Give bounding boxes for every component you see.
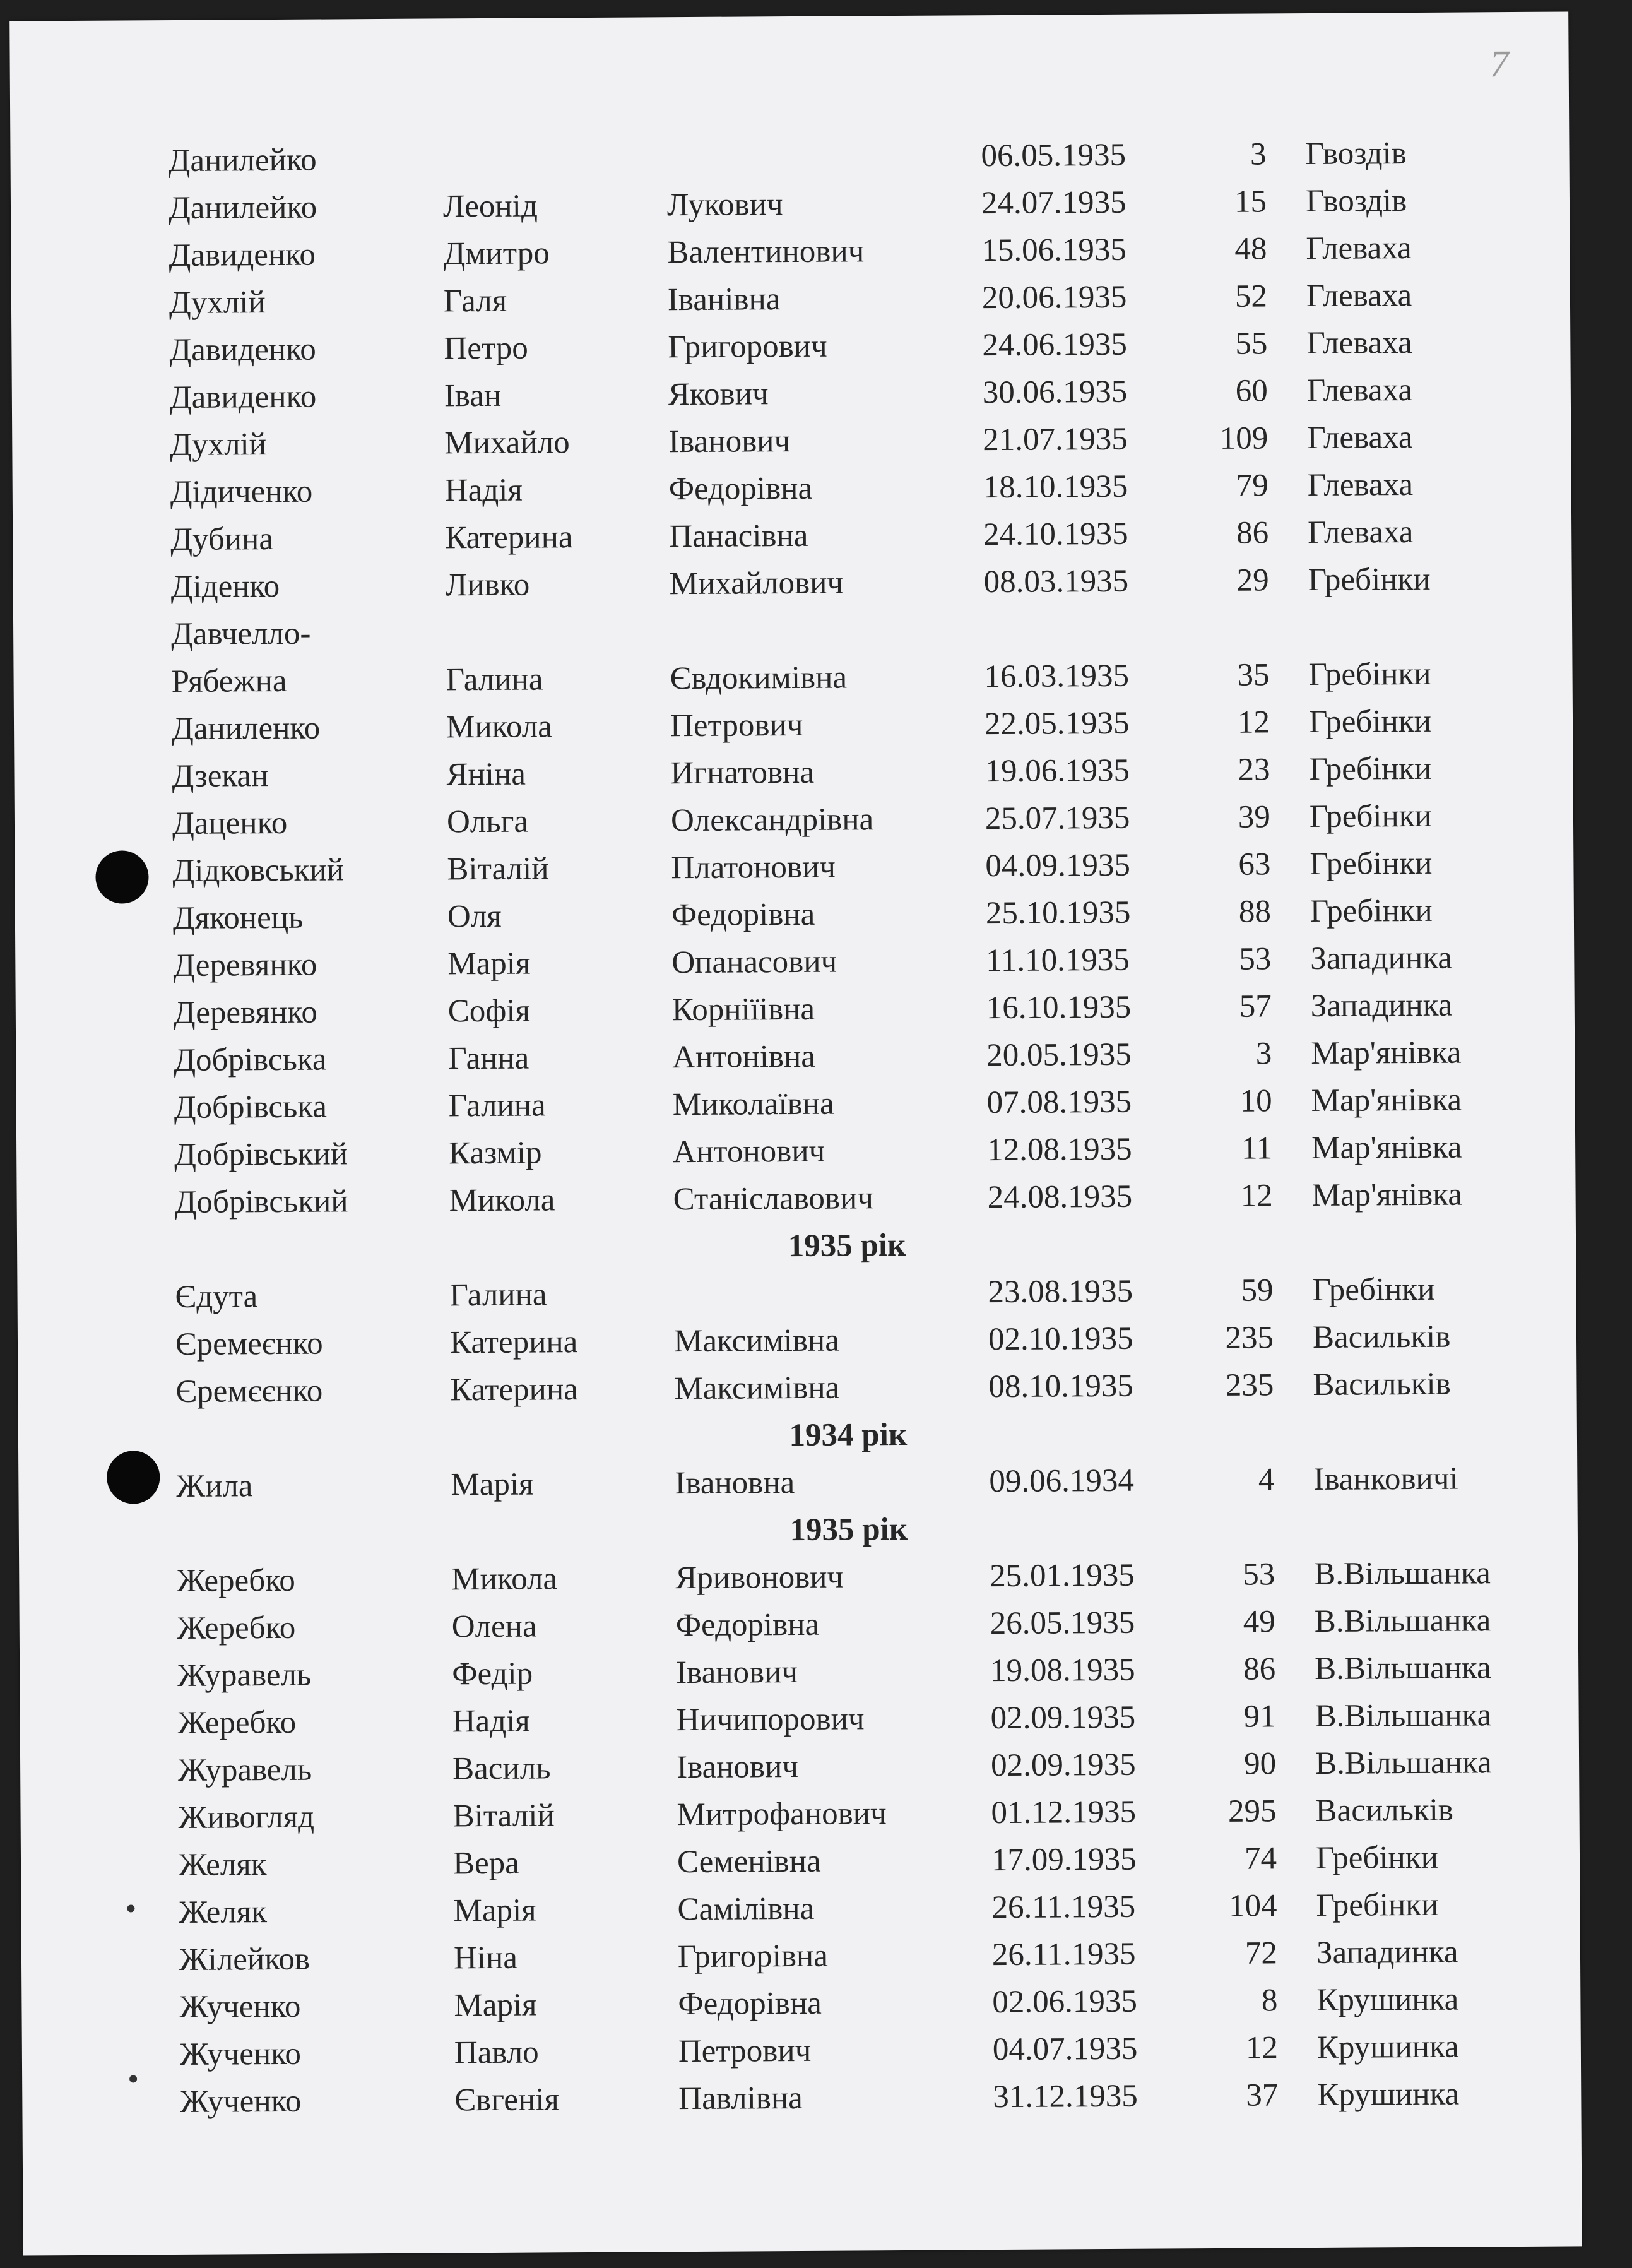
record-place: Іванковичі [1313,1461,1458,1497]
record-surname: Добрівська [174,1042,327,1079]
record-patronymic: Максимівна [674,1370,840,1407]
record-surname: Деревянко [173,947,317,984]
record-surname: Даценко [172,805,288,842]
record-surname: Добрівський [174,1136,348,1173]
record-surname: Давиденко [169,379,317,416]
record-surname: Єдута [175,1279,258,1315]
record-number: 90 [1243,1746,1277,1782]
record-number: 53 [1239,941,1272,977]
record-patronymic: Федорівна [668,470,813,508]
record-date: 01.12.1935 [991,1794,1137,1831]
record-surname: Духлій [170,427,267,463]
record-patronymic: Корніїівна [671,991,815,1028]
record-date: 24.06.1935 [982,326,1128,364]
record-surname: Давиденко [169,237,316,274]
record-date: 26.11.1935 [991,1936,1136,1973]
record-first-name: Галина [448,1088,546,1124]
record-surname: Дубина [170,521,274,558]
record-place: В.Вільшанка [1314,1603,1491,1639]
record-patronymic: Валентинович [667,234,865,271]
record-first-name: Вера [452,1845,520,1882]
record-patronymic: Григорівна [677,1938,829,1975]
record-surname: Духлій [169,285,266,321]
record-patronymic: Якович [668,376,769,413]
record-place: Крушинка [1316,2029,1459,2065]
record-patronymic: Митрофанович [677,1796,887,1833]
record-date: 17.09.1935 [991,1841,1137,1879]
record-place: Западинка [1310,940,1453,977]
record-date: 23.08.1935 [988,1273,1133,1310]
record-number: 104 [1228,1888,1277,1924]
record-surname: Діденко [170,568,280,605]
record-patronymic: Іванович [676,1748,799,1786]
record-date: 08.10.1935 [988,1368,1134,1405]
record-patronymic: Самілівна [677,1891,815,1928]
record-place: Крушинка [1317,2076,1460,2113]
record-date: 21.07.1935 [983,421,1128,458]
record-first-name: Федір [452,1656,533,1692]
record-first-name: Ганна [448,1040,529,1077]
record-place: В.Вільшанка [1314,1555,1491,1592]
year-heading-label: 1934 рік [789,1416,908,1454]
record-patronymic: Євдокимівна [670,660,848,697]
paper-speck [129,2075,137,2082]
record-first-name: Катерина [449,1324,578,1361]
record-number: 29 [1236,562,1269,598]
record-first-name: Ливко [445,567,530,603]
record-first-name: Микола [446,709,552,745]
record-number: 86 [1236,515,1269,551]
record-number: 86 [1243,1651,1276,1687]
record-patronymic: Семенівна [677,1843,821,1880]
record-date: 16.10.1935 [986,989,1132,1026]
record-date: 20.06.1935 [981,279,1127,316]
record-surname: Даниленко [171,710,321,747]
record-patronymic: Максимівна [673,1322,840,1360]
record-date: 26.05.1935 [990,1605,1135,1642]
record-first-name: Катерина [445,520,573,556]
record-number: 23 [1238,752,1270,788]
record-number: 12 [1245,2030,1279,2066]
record-surname: Жеребко [177,1562,295,1600]
record-place: Глеваха [1307,420,1413,456]
record-row [22,2070,1581,2127]
page-number: 7 [1489,43,1509,85]
record-surname: Журавель [177,1657,312,1694]
record-first-name: Ніна [453,1940,518,1976]
record-date: 25.07.1935 [985,800,1130,837]
record-number: 91 [1243,1699,1276,1735]
record-patronymic: Федорівна [675,1606,820,1644]
record-number: 3 [1255,1036,1272,1072]
record-first-name: Павло [454,2034,539,2071]
record-surname: Деревянко [173,994,318,1031]
record-surname: Добрівський [174,1184,348,1221]
record-first-name: Леонід [442,188,538,225]
record-place: Гребінки [1308,656,1431,693]
record-patronymic: Олександрівна [670,802,874,839]
record-place: Мар'янівка [1311,1082,1462,1119]
record-place: Мар'янівка [1311,1177,1463,1214]
record-surname: Желяк [179,1894,268,1930]
record-first-name: Надія [452,1703,530,1740]
record-surname: Данилейко [168,142,317,179]
records-list [10,129,1581,2127]
record-first-name: Василь [452,1750,551,1787]
record-date: 20.05.1935 [986,1036,1132,1074]
record-date: 09.06.1934 [989,1463,1135,1500]
record-surname: Дідковський [172,852,345,889]
record-first-name: Галя [443,283,507,319]
record-date: 22.05.1935 [984,705,1130,742]
record-patronymic: Антонович [673,1133,825,1170]
record-place: Гвоздів [1305,136,1407,172]
record-patronymic: Іванівна [667,282,781,318]
record-surname: Дзекан [172,758,269,795]
record-number: 12 [1240,1178,1273,1214]
record-patronymic: Лукович [666,187,783,223]
record-date: 26.11.1935 [991,1889,1136,1926]
record-place: Глеваха [1306,278,1412,314]
record-date: 11.10.1935 [986,942,1130,979]
record-first-name: Віталій [447,851,549,888]
record-surname: Жученко [180,2083,302,2120]
record-surname: Данилейко [168,189,317,227]
record-surname: Жеребко [177,1610,296,1647]
record-first-name: Євгенія [454,2082,560,2118]
record-date: 25.01.1935 [990,1557,1135,1594]
record-place: Глеваха [1306,325,1412,362]
record-number: 79 [1236,468,1268,504]
record-date: 24.08.1935 [987,1179,1133,1216]
record-number: 49 [1243,1604,1275,1640]
record-date: 30.06.1935 [982,374,1128,411]
record-surname: Давиденко [169,331,316,369]
record-date: 24.10.1935 [983,516,1128,553]
record-patronymic: Петрович [670,707,803,744]
punch-hole-top [95,850,149,904]
record-number: 8 [1261,1983,1278,2019]
record-surname: Жілейков [179,1941,310,1978]
record-surname: Дідиченко [170,473,313,511]
record-place: Гребінки [1308,561,1431,598]
record-first-name: Казмір [449,1135,542,1172]
record-date: 02.06.1935 [992,1983,1138,2021]
record-surname: Дяконець [172,899,304,937]
record-patronymic: Григорович [668,328,827,365]
record-number: 15 [1234,184,1267,220]
record-number: 109 [1219,420,1268,456]
record-first-name: Оля [447,898,502,935]
record-place: Мар'янівка [1311,1129,1462,1167]
record-number: 59 [1241,1273,1274,1309]
record-number: 74 [1244,1841,1277,1877]
record-first-name: Марія [453,1892,536,1929]
record-surname: Жила [176,1468,253,1505]
record-number: 35 [1237,657,1270,693]
record-patronymic: Станіславович [673,1180,874,1218]
record-date: 19.08.1935 [990,1652,1135,1689]
record-surname: Добрівська [174,1089,328,1126]
record-patronymic: Платонович [671,849,836,886]
record-patronymic: Івановна [675,1465,795,1502]
record-patronymic: Ничипорович [676,1701,865,1738]
record-surname: Єремеєнко [175,1326,323,1363]
record-number: 53 [1243,1557,1275,1593]
record-first-name: Михайло [444,425,570,461]
record-date: 06.05.1935 [981,137,1126,174]
record-date: 02.09.1935 [990,1747,1136,1784]
record-place: Крушинка [1316,1981,1459,2018]
record-patronymic: Миколаївна [672,1086,834,1123]
record-first-name: Марія [451,1466,534,1503]
record-surname: Рябежна [171,663,287,700]
record-place: Глеваха [1307,467,1414,504]
record-number: 235 [1225,1320,1274,1356]
record-date: 02.10.1935 [988,1321,1133,1358]
record-date: 02.09.1935 [990,1699,1136,1737]
record-patronymic: Іванович [676,1654,798,1691]
record-surname: Желяк [178,1847,267,1883]
record-place: Гребінки [1315,1839,1439,1876]
record-place: Гребінки [1310,893,1433,930]
record-place: Гвоздів [1305,183,1407,220]
record-number: 4 [1258,1462,1275,1498]
record-number: 48 [1234,231,1267,267]
record-first-name: Микола [449,1182,555,1219]
record-surname: Жеребко [177,1704,297,1741]
record-place: Западинка [1316,1934,1458,1971]
record-patronymic: Петрович [678,2033,812,2070]
document-page [9,11,1582,2255]
record-surname: Давчелло- [170,615,311,653]
record-date: 25.10.1935 [985,894,1131,932]
paper-speck [127,1904,134,1912]
record-date: 16.03.1935 [984,658,1130,695]
record-number: 55 [1235,326,1268,362]
record-date: 15.06.1935 [981,232,1127,269]
record-first-name: Софія [447,993,531,1030]
record-first-name: Дмитро [443,235,550,272]
record-place: Васильків [1315,1792,1454,1829]
record-date: 19.06.1935 [985,752,1130,790]
record-date: 07.08.1935 [986,1084,1132,1121]
record-patronymic: Панасівна [669,518,808,555]
record-number: 37 [1246,2077,1279,2113]
record-place: Глеваха [1306,230,1412,267]
record-first-name: Віталій [452,1798,555,1834]
record-first-name: Ольга [446,804,529,840]
record-surname: Журавель [177,1752,312,1788]
record-patronymic: Павлівна [678,2080,803,2117]
record-first-name: Марія [454,1987,537,2024]
record-first-name: Надія [444,472,523,509]
record-date: 04.07.1935 [992,2031,1138,2068]
record-patronymic: Яривонович [675,1559,844,1596]
year-heading-label: 1935 рік [789,1511,908,1548]
record-number: 72 [1245,1935,1278,1971]
record-number [1187,604,1269,605]
record-place: Мар'янівка [1311,1035,1462,1072]
record-number: 10 [1239,1083,1272,1119]
record-number: 57 [1239,989,1272,1024]
record-number: 295 [1227,1793,1277,1829]
record-first-name: Петро [444,330,528,367]
record-date: 08.03.1935 [983,563,1129,600]
record-first-name: Олена [451,1608,537,1645]
record-number: 11 [1241,1131,1273,1167]
record-date: 18.10.1935 [983,468,1128,506]
record-place: Глеваха [1308,514,1414,551]
record-first-name: Галина [446,662,543,698]
record-patronymic: Федорівна [678,1985,822,2022]
record-place: Гребінки [1316,1887,1439,1923]
record-place: Гребінки [1310,845,1433,882]
record-patronymic: Михайлович [669,565,844,602]
record-place: Гребінки [1309,751,1432,788]
record-surname: Жученко [179,2036,302,2072]
record-patronymic: Антонівна [672,1038,816,1076]
record-place: Гребінки [1309,798,1433,835]
record-place: Глеваха [1306,372,1413,409]
record-patronymic: Игнатовна [670,754,815,792]
record-place: В.Вільшанка [1315,1650,1491,1687]
record-surname: Єремєєнко [175,1373,323,1410]
record-place: Гребінки [1312,1271,1435,1309]
record-number: 52 [1234,278,1268,314]
record-surname: Жученко [179,1988,301,2025]
record-place: Гребінки [1308,703,1432,740]
record-place: В.Вільшанка [1315,1697,1492,1734]
record-number: 63 [1238,846,1271,882]
record-place: Васильків [1313,1366,1451,1403]
record-date: 24.07.1935 [981,184,1126,222]
record-patronymic: Федорівна [671,896,815,934]
record-number: 12 [1237,704,1270,740]
record-patronymic: Опанасович [671,944,837,981]
record-place: Западинка [1310,987,1453,1024]
record-number: 60 [1235,373,1268,409]
year-heading-label: 1935 рік [788,1227,906,1264]
record-number: 235 [1225,1367,1274,1403]
record-first-name: Іван [444,377,502,414]
record-date: 31.12.1935 [993,2078,1138,2115]
punch-hole-bottom [107,1451,160,1504]
record-place: В.Вільшанка [1315,1745,1492,1781]
record-first-name: Микола [451,1561,558,1598]
record-number: 88 [1238,894,1272,930]
record-first-name: Галина [449,1277,547,1314]
record-number: 3 [1250,136,1267,172]
record-date: 12.08.1935 [986,1131,1132,1168]
record-place: Васильків [1312,1319,1451,1356]
record-surname: Живогляд [178,1799,315,1836]
record-first-name: Марія [447,946,531,982]
record-first-name: Катерина [450,1372,578,1408]
record-patronymic: Іванович [668,424,791,460]
record-first-name: Яніна [446,756,526,793]
record-number: 39 [1238,799,1271,835]
record-date: 04.09.1935 [985,847,1131,884]
